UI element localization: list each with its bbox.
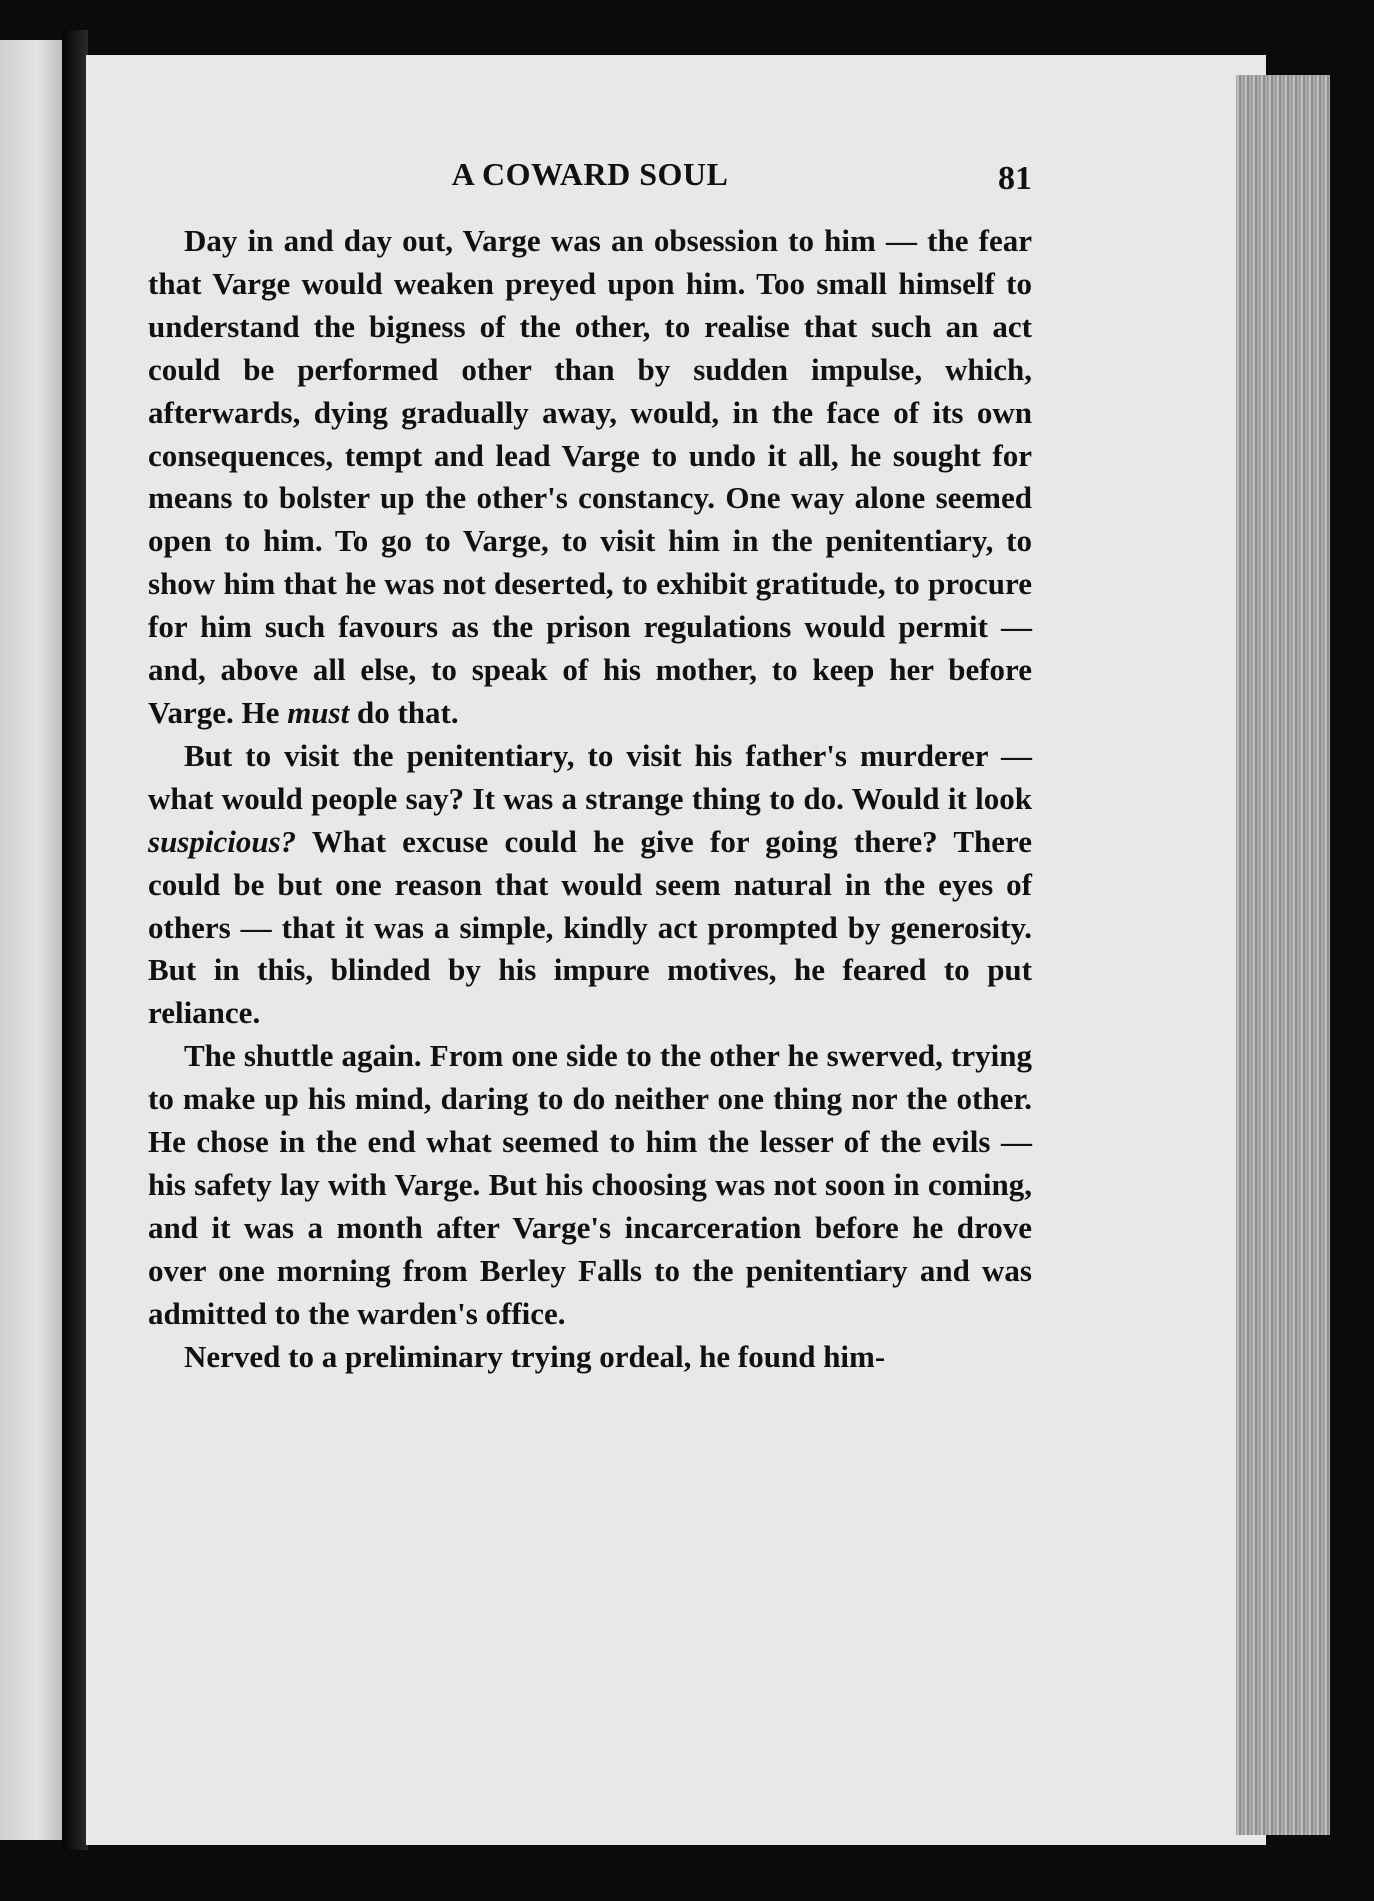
paragraph-text: But to visit the penitentiary, to visit his father's murderer — what would people say? It was a strange thing to do. Would it look	[148, 737, 1032, 816]
italic-text: suspicious?	[148, 823, 297, 859]
paragraph	[148, 1336, 1032, 1379]
page-fore-edge	[1236, 75, 1340, 1835]
book-spine-shadow	[62, 30, 88, 1850]
left-page-edge	[0, 40, 62, 1840]
running-title: A COWARD SOUL	[451, 156, 729, 192]
italic-text: must	[287, 694, 350, 730]
paragraph	[148, 1035, 1032, 1335]
paragraph-text: Day in and day out, Varge was an obsession to him — the fear that Varge would weaken preyed upon him. Too small himself to understand the bigness of the other, to realise that such an act could be performed other than by sudden impulse, which, afterwards, dying gradually away, would, in the face of its own consequences, tempt and lead Varge to undo it all, he sought for means to bolster up the other's constancy. One way alone seemed open to him. To go to Varge, to visit him in the penitentiary, to show him that he was not deserted, to exhibit gratitude, to procure for him such favours as the prison regulations would permit — and, above all else, to speak of his mother, to keep her before Varge. He	[148, 223, 1032, 730]
page-header	[148, 156, 1032, 204]
paragraph-text: The shuttle again. From one side to the other he swerved, trying to make up his mind, daring to do neither one thing nor the other. He chose in the end what seemed to him the lesser of the evils — his safety lay with Varge. But his choosing was not soon in coming, and it was a month after Varge's incarceration before he drove over one morning from Berley Falls to the penitentiary and was admitted to the warden's office.	[148, 1038, 1032, 1331]
paragraph	[148, 220, 1032, 735]
paragraph	[148, 735, 1032, 1035]
paragraph-text: do that.	[349, 694, 459, 730]
page-number: 81	[998, 160, 1032, 197]
paragraph-text: What excuse could he give for going there? There could be but one reason that would seem natural in the eyes of others — that it was a simple, kindly act prompted by generosity. But in this, blinded by his impure motives, he feared to put reliance.	[148, 823, 1032, 1031]
right-background	[1330, 60, 1374, 1850]
body-text	[148, 220, 1032, 1378]
paragraph-text: Nerved to a preliminary trying ordeal, he found him-	[184, 1338, 886, 1374]
